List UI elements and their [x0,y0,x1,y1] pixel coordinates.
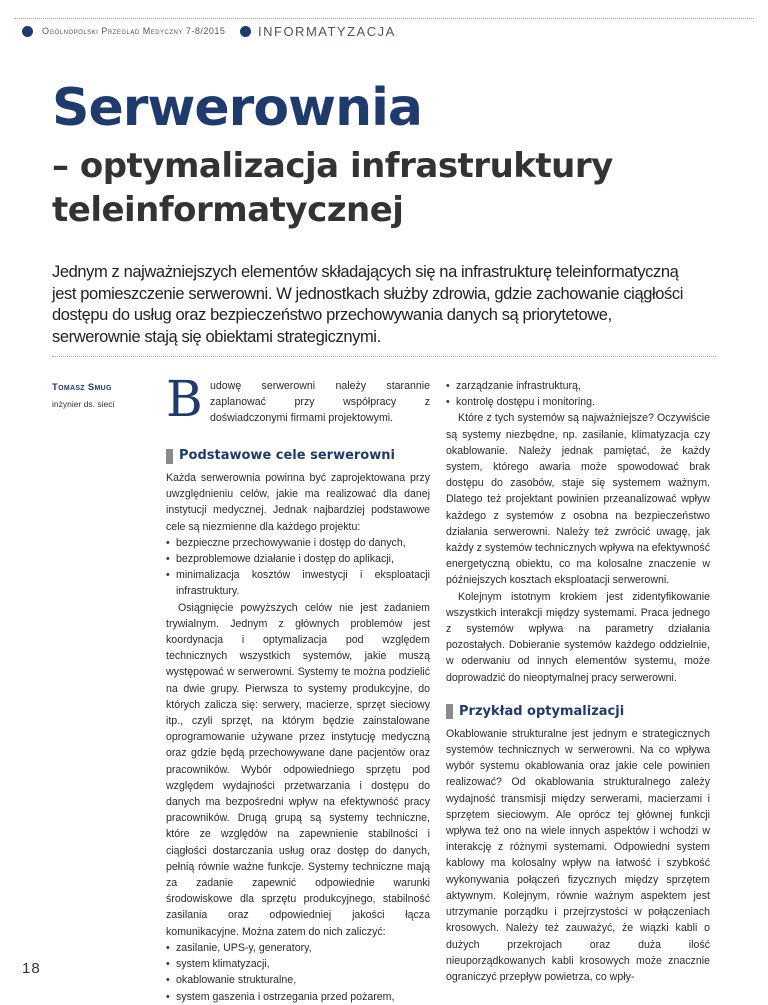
article-subtitle [52,144,613,232]
heading-bar-icon [166,449,173,464]
author-name: Tomasz Smug [52,382,112,393]
intro-text: udowę serwerowni należy starannie zaplanować przy współpracy z doświadczonymi firmami projektowymi. [210,380,430,425]
section-bullet-icon [240,26,251,37]
subtitle-line-2: teleinformatycznej [52,190,404,230]
heading-text: Podstawowe cele serwerowni [179,448,395,463]
goals-list [166,535,430,600]
list-item: • system klimatyzacji, [166,956,430,972]
paragraph: Kolejnym istotnym krokiem jest zidentyfikowanie wszystkich interakcji między systemami. Praca jednego z systemów wpływa na parametry działania pozostałych. Dobieranie systemów każdego oddzielnie, w oderwaniu od innych elementów systemu, może doprowadzić do nieoptymalnej pracy serwerowni. [446,590,710,684]
list-item: • kontrolę dostępu i monitoring. [446,394,710,410]
lead-divider [52,356,716,357]
heading-text: Przykład optymalizacji [459,703,625,719]
column-1 [166,370,430,1005]
list-item: • bezproblemowe działanie i dostęp do aplikacji, [166,551,430,567]
column-2 [446,378,710,985]
article-lead: Jednym z najważniejszych elementów składających się na infrastrukturę teleinformatyczną jest pomieszczenie serwerowni. W jednostkach służby zdrowia, gdzie zachowanie ciągłości dostępu do usług oraz bezpieczeństwo przechowywania danych są priorytetowe, serwerownie stają się obiektami strategicznymi. [52,263,684,346]
paragraph: Osiągnięcie powyższych celów nie jest zadaniem trywialnym. Jednym z głównych problemów jest koordynacja i optymalizacja pod względem technicznych wszystkich systemów, jakie muszą występować w serwerowni. Systemy te można podzielić na dwie grupy. Pierwsza to systemy produkcyjne, do których zalicza się: serwery, macierze, sprzęt sieciowy itp., czyli sprzęt, na którym będzie zainstalowane oprogramowanie używane przez instytucję medyczną oraz gdzie będą przechowywane dane pacjentów oraz pracowników. Wybór odpowiedniego sprzętu pod względem wydajności przetwarzania i dostępu do danych ma bezpośredni wpływ na efektywność pracy pracowników. Drugą grupą są systemy techniczne, które ze względów na zapewnienie stabilności i ciągłości dostarczania usług oraz dostęp do danych, pełnią równie ważne funkcje. Systemy techniczne mają za zadanie zapewnić odpowiednie warunki środowiskowe dla sprzętu produkcyjnego, stabilność zasilania oraz odpowiedniej jakości łącza komunikacyjne. Można zatem do nich zaliczyć: [166,601,430,938]
author-role: inżynier ds. sieci [52,399,115,409]
list-item: • system gaszenia i ostrzegania przed pożarem, [166,989,430,1005]
header-bullet-icon [22,26,33,37]
subtitle-line-1: – optymalizacja infrastruktury [52,146,613,186]
page-header [0,0,768,52]
list-item: • minimalizacja kosztów inwestycji i eksploatacji infrastruktury. [166,567,430,599]
paragraph: Każda serwerownia powinna być zaprojektowana przy uwzględnieniu celów, jakie ma realizować dla danej instytucji medycznej. Jednak najbardziej podstawowe cele są niezmienne dla każdego projektu: [166,472,430,533]
list-item: • okablowanie strukturalne, [166,972,430,988]
paragraph: Które z tych systemów są najważniejsze? Oczywiście są systemy niezbędne, np. zasilanie, klimatyzacja czy okablowanie. Należy jednak pamiętać, że każdy system, którego awaria może spowodować brak dostępu do zasobów, staje się systemem ważnym. Dlatego też projektant powinien przeanalizować wpływ każdego z systemów z osobna na bezpieczeństwo działania serwerowni. Należy też zwrócić uwagę, jak każdy z systemów technicznych wpływa na efektywność energetyczną obiektu, co ma kolosalne znaczenie w późniejszych kosztach eksploatacji serwerowni. [446,412,710,587]
section-heading-goals [166,448,430,464]
drop-cap: B [166,370,203,428]
article-title: Serwerownia [52,78,423,138]
journal-name: Ogólnopolski Przegląd Medyczny 7-8/2015 [42,26,226,36]
list-item: • zarządzanie infrastrukturą, [446,378,710,394]
author-block [52,382,132,409]
section-label: INFORMATYZACJA [258,24,396,39]
section-heading-example [446,704,710,720]
systems-list-continued [446,378,710,410]
paragraph: Okablowanie strukturalne jest jednym e strategicznych systemów technicznych w serwerowni. Na co wpływa wybór systemu okablowania oraz jakie cele powinien realizować? Od okablowania strukturalnego zależy wydajność transmisji między serwerami, macierzami i sprzętem sieciowym. Ale oprócz tej głównej funkcji wpływa też ono na wiele innych aspektów i wchodzi w interakcję z różnymi systemami. Odpowiedni system kablowy ma kolosalny wpływ na łatwość i szybkość wykonywania połączeń fizycznych między sprzętem aktywnym. Kolejnym, równie ważnym aspektem jest utrzymanie porządku i przejrzystości w połączeniach krosowych. Należy też zauważyć, że wiązki kabli o dużych przekrojach oraz duża ilość nieuporządkowanych kabli krosowych może znacznie ograniczyć przepływ powietrza, co wpły- [446,727,710,983]
heading-bar-icon [446,704,453,719]
intro-paragraph [166,370,430,430]
list-item: • bezpieczne przechowywanie i dostęp do danych, [166,535,430,551]
header-dotted-rule [14,18,754,19]
systems-list [166,940,430,1005]
list-item: • zasilanie, UPS-y, generatory, [166,940,430,956]
page-number: 18 [22,960,41,977]
